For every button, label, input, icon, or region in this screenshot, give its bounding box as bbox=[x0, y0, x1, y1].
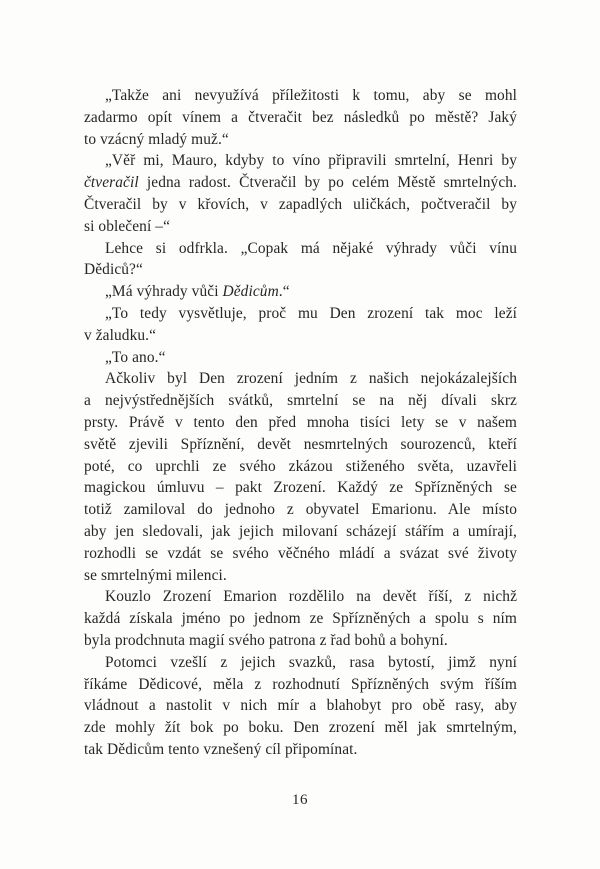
paragraph bbox=[84, 368, 517, 586]
text-line bbox=[84, 172, 517, 194]
text-line bbox=[84, 129, 517, 151]
text-run: „To ano.“ bbox=[105, 348, 166, 366]
text-line bbox=[84, 586, 517, 608]
text-run: „Takže ani nevyužívá příležitosti k tomu, aby se mohl bbox=[105, 87, 517, 104]
text-line bbox=[84, 695, 517, 717]
paragraph bbox=[84, 281, 517, 303]
text-run: totiž zamiloval do jednoho z obyvatel Emarionu. Ale místo bbox=[84, 501, 517, 519]
text-line bbox=[84, 630, 517, 652]
text-line bbox=[84, 238, 517, 260]
text-run: zadarmo opít vínem a čtveračit bez následků po městě? Jaký bbox=[84, 108, 517, 126]
text-line bbox=[84, 281, 517, 303]
text-line bbox=[84, 194, 517, 216]
text-line bbox=[84, 499, 517, 521]
paragraph bbox=[84, 652, 517, 761]
text-line bbox=[84, 674, 517, 696]
text-line bbox=[84, 565, 517, 587]
text-line bbox=[84, 216, 517, 238]
text-run: .“ bbox=[278, 283, 290, 301]
text-run: Kouzlo Zrození Emarion rozdělilo na devět říší, z nichž bbox=[105, 588, 517, 606]
text-run: Ačkoliv byl Den zrození jedním z našich nejokázalejších bbox=[105, 370, 517, 388]
text-line bbox=[84, 150, 517, 172]
text-line bbox=[84, 259, 517, 281]
text-run: poté, co uprchli ze svého zkázou stiženého světa, uzavřeli bbox=[84, 457, 517, 475]
text-line bbox=[84, 717, 517, 739]
text-run: a nejvýstřednějších svátků, smrtelní se na něj dívali skrz bbox=[84, 392, 517, 410]
italic-text-run: čtveračil bbox=[84, 174, 139, 192]
paragraph bbox=[84, 238, 517, 282]
paragraph bbox=[84, 303, 517, 347]
text-line bbox=[84, 107, 517, 129]
text-run: každá získala jméno po jednom ze Spřízněných a spolu s ním bbox=[84, 610, 517, 628]
text-run: tak Dědicům tento vznešený cíl připomínat. bbox=[84, 740, 358, 758]
text-run: to vzácný mladý muž.“ bbox=[84, 130, 229, 148]
text-line bbox=[84, 390, 517, 412]
text-run: byla prodchnuta magií svého patrona z řad bohů a bohyní. bbox=[84, 631, 448, 649]
text-line bbox=[84, 368, 517, 390]
text-run: rozhodli se vzdát se svého věčného mládí a svázat své životy bbox=[84, 544, 517, 562]
text-run: jedna radost. Čtveračil by po celém Městě smrtelných. bbox=[138, 174, 517, 192]
text-line bbox=[84, 412, 517, 434]
text-line bbox=[84, 303, 517, 325]
text-run: zde mohly žít bok po boku. Den zrození měl jak smrtelným, bbox=[84, 719, 517, 737]
text-run: „To tedy vysvětluje, proč mu Den zrození tak moc leží bbox=[105, 304, 517, 322]
text-run: magickou úmluvu – pakt Zrození. Každý ze Spřízněných se bbox=[84, 479, 517, 497]
paragraph bbox=[84, 347, 517, 369]
text-line bbox=[84, 85, 517, 107]
text-run: prsty. Právě v tento den před mnoha tisíci lety se v našem bbox=[84, 413, 517, 431]
text-run: se smrtelnými milenci. bbox=[84, 566, 227, 584]
page-number: 16 bbox=[292, 792, 308, 808]
text-run: si oblečení –“ bbox=[84, 217, 171, 235]
text-run: vládnout a nastolit v nich mír a blahobyt pro obě rasy, aby bbox=[84, 697, 517, 715]
text-run: „Má výhrady vůči bbox=[105, 283, 223, 301]
text-line bbox=[84, 543, 517, 565]
text-line bbox=[84, 434, 517, 456]
page-text bbox=[84, 85, 517, 761]
text-run: v žaludku.“ bbox=[84, 326, 157, 344]
text-run: Potomci vzešlí z jejich svazků, rasa bytostí, jimž nyní bbox=[105, 653, 517, 671]
text-run: říkáme Dědicové, měla z rozhodnutí Spřízněných svým říším bbox=[84, 675, 517, 693]
text-line bbox=[84, 347, 517, 369]
text-run: světě zjevili Spříznění, devět nesmrtelných sourozenců, kteří bbox=[84, 435, 517, 453]
text-run: Čtveračil by v křovích, v zapadlých uličkách, počtveračil by bbox=[84, 195, 517, 213]
text-line bbox=[84, 325, 517, 347]
paragraph bbox=[84, 586, 517, 651]
text-line bbox=[84, 456, 517, 478]
paragraph bbox=[84, 85, 517, 150]
text-line bbox=[84, 521, 517, 543]
italic-text-run: Dědicům bbox=[222, 283, 279, 301]
text-run: Lehce si odfrkla. „Copak má nějaké výhrady vůči vínu bbox=[105, 239, 517, 257]
text-run: aby jen sledovali, jak jejich milovaní scházejí stářím a umírají, bbox=[84, 522, 517, 540]
paragraph bbox=[84, 150, 517, 237]
text-line bbox=[84, 652, 517, 674]
text-line bbox=[84, 739, 517, 761]
text-run: „Věř mi, Mauro, kdyby to víno připravili smrtelní, Henri by bbox=[105, 152, 517, 170]
text-run: Dědiců?“ bbox=[84, 261, 143, 279]
text-line bbox=[84, 477, 517, 499]
text-line bbox=[84, 608, 517, 630]
